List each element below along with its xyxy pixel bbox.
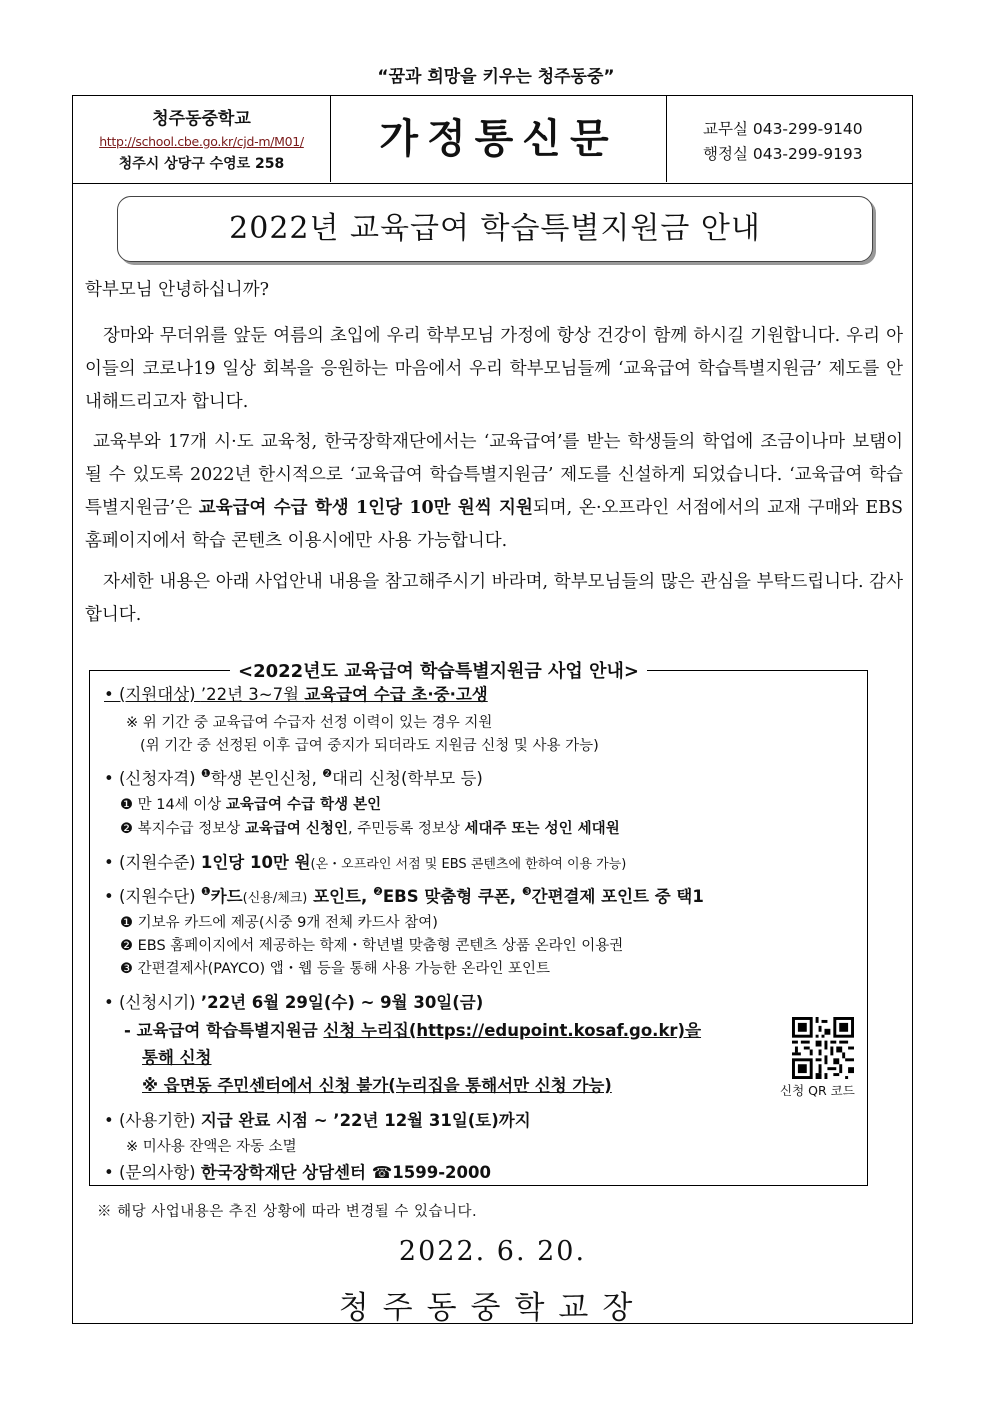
- period-label: • (신청시기): [104, 993, 201, 1012]
- period-line-2: [142, 1044, 212, 1068]
- notice-title: 2022년 교육급여 학습특별지원금 안내: [117, 196, 873, 262]
- method-card: 카드: [210, 887, 243, 906]
- method-ebs: EBS 맞춤형 쿠폰,: [382, 887, 522, 906]
- eligibility-detail-2-b: 교육급여 신청인: [244, 821, 348, 837]
- qr-code-label: 신청 QR 코드: [780, 1083, 855, 1098]
- paragraph-2-text-c: 되며, 온·오프라인 서점에서의 교재 구매와 EBS 홈페이지에서 학습 콘텐츠 이용시에만 사용 가능합니다.: [85, 498, 903, 551]
- marker-2: ❷: [372, 885, 383, 898]
- paragraph-3-text: 자세한 내용은 아래 사업안내 내용을 참고해주시기 바라며, 학부모님들의 많은 관심을 부탁드립니다. 감사합니다.: [85, 572, 903, 625]
- eligibility-detail-1-b: 교육급여 수급 학생 본인: [225, 797, 382, 813]
- school-url-link[interactable]: http://school.cbe.go.kr/cjd-m/M01/: [99, 134, 304, 149]
- method-card-type: (신용/체크): [242, 891, 308, 906]
- paragraph-2-text-a: 교육부와 17개 시·도 교육청, 한국장학재단에서는 ‘교육급여’를 받는 학생들의 학업에 조금이나마 보탬이 될 수 있도록 2022년 한시적으로 ‘교육급여 학습특별지원금’ 제도를 신설하게 되었습니다. ‘교육급여 학습특별지원금’은: [85, 432, 903, 518]
- eligibility-detail-2-a: ❷ 복지수급 정보상: [120, 821, 245, 837]
- eligibility-detail-2: [120, 817, 620, 838]
- paragraph-1-text: 장마와 무더위를 앞둔 여름의 초입에 우리 학부모님 가정에 항상 건강이 함께 하시길 기원합니다. 우리 아이들의 코로나19 일상 회복을 응원하는 마음에서 우리 학부모님들께 ‘교육급여 학습특별지원금’ 제도를 안내해드리고자 합니다.: [85, 326, 903, 412]
- usage-label: • (사용기한): [104, 1111, 201, 1130]
- marker-3: ❸: [521, 885, 532, 898]
- eligibility-detail-1: [120, 793, 381, 814]
- target-label: • (지원대상): [104, 685, 201, 704]
- amount-label: • (지원수준): [104, 853, 201, 872]
- marker-1: ❶: [200, 767, 211, 780]
- amount-row: [104, 849, 626, 873]
- eligibility-row: [104, 765, 483, 789]
- usage-value: 지급 완료 시점 ~ ’22년 12월 31일(토)까지: [200, 1111, 531, 1130]
- period-line-1: [124, 1017, 701, 1041]
- amount-value: 1인당 10만 원: [200, 853, 311, 872]
- principal-signature: 청주동중학교장: [338, 1290, 647, 1326]
- phone-office: 교무실 043-299-9140: [703, 120, 863, 138]
- newsletter-frame: [72, 95, 913, 1324]
- motto: “꿈과 희망을 키우는 청주동중”: [377, 67, 615, 87]
- marker-2: ❷: [322, 767, 332, 780]
- contact-cell: [667, 96, 912, 182]
- target-row: [104, 681, 488, 705]
- application-site-link[interactable]: 신청 누리집(https://edupoint.kosaf.go.kr)을: [323, 1021, 702, 1040]
- target-note-2: (위 기간 중 선정된 이후 급여 중지가 되더라도 지원금 신청 및 사용 가능): [140, 738, 599, 754]
- period-line-3: [142, 1072, 612, 1096]
- period-line-2-text: 통해 신청: [142, 1048, 212, 1067]
- issue-date: 2022. 6. 20.: [398, 1236, 587, 1267]
- school-info: [73, 96, 331, 182]
- newsletter-title-cell: [331, 96, 667, 182]
- paragraph-2: [85, 426, 903, 558]
- paragraph-1: [85, 320, 903, 419]
- period-value: ’22년 6월 29일(수) ~ 9월 30일(금): [200, 993, 484, 1012]
- period-row: [104, 989, 483, 1013]
- eligibility-option-1: 학생 본인신청,: [210, 769, 323, 788]
- phone-admin: 행정실 043-299-9193: [703, 145, 863, 163]
- method-row: [104, 883, 704, 907]
- header-table: [73, 96, 912, 184]
- greeting: 학부모님 안녕하십니까?: [85, 280, 269, 300]
- footer-note: ※ 해당 사업내용은 추진 상황에 따라 변경될 수 있습니다.: [97, 1204, 478, 1220]
- marker-1: ❶: [200, 885, 211, 898]
- school-name: 청주동중학교: [152, 109, 251, 129]
- contact-label: • (문의사항): [104, 1163, 201, 1182]
- info-box-title: <2022년도 교육급여 학습특별지원금 사업 안내>: [230, 657, 647, 683]
- method-card-point: 포인트,: [307, 887, 373, 906]
- contact-row: [104, 1159, 491, 1183]
- newsletter-title: 가정통신문: [379, 116, 618, 162]
- target-value: 교육급여 수급 초·중·고생: [304, 685, 488, 704]
- eligibility-detail-2-d: 세대주 또는 성인 세대원: [464, 821, 620, 837]
- method-detail-1: ❶ 기보유 카드에 제공(시중 9개 전체 카드사 참여): [120, 915, 438, 931]
- target-period: ’22년 3~7월: [200, 685, 305, 704]
- school-address: 청주시 상당구 수영로 258: [118, 156, 285, 172]
- method-detail-2: ❷ EBS 홈페이지에서 제공하는 학제・학년별 맞춤형 콘텐츠 상품 온라인 이용권: [120, 938, 624, 954]
- period-line-3-text: ※ 읍면동 주민센터에서 신청 불가(누리집을 통해서만 신청 가능): [142, 1076, 612, 1095]
- eligibility-detail-1-a: ❶ 만 14세 이상: [120, 797, 226, 813]
- usage-row: [104, 1107, 531, 1131]
- eligibility-detail-2-c: , 주민등록 정보상: [347, 821, 465, 837]
- eligibility-label: • (신청자격): [104, 769, 201, 788]
- application-qr-code[interactable]: [792, 1017, 854, 1079]
- method-label: • (지원수단): [104, 887, 201, 906]
- paragraph-2-emphasis: 교육급여 수급 학생 1인당 10만 원씩 지원: [198, 498, 533, 518]
- eligibility-option-2: 대리 신청(학부모 등): [331, 769, 483, 788]
- target-note-1: ※ 위 기간 중 교육급여 수급자 선정 이력이 있는 경우 지원: [126, 715, 493, 731]
- method-detail-3: ❸ 간편결제사(PAYCO) 앱・웹 등을 통해 사용 가능한 온라인 포인트: [120, 961, 551, 977]
- paragraph-3: [85, 566, 903, 632]
- contact-value: 한국장학재단 상담센터 ☎1599-2000: [200, 1163, 491, 1182]
- method-easy-pay: 간편결제 포인트 중 택1: [531, 887, 704, 906]
- period-line-1-a: - 교육급여 학습특별지원금: [124, 1021, 324, 1040]
- usage-note: ※ 미사용 잔액은 자동 소멸: [126, 1139, 297, 1155]
- amount-note: (온・오프라인 서점 및 EBS 콘텐츠에 한하여 이용 가능): [310, 857, 627, 872]
- program-info-box: [89, 661, 868, 1186]
